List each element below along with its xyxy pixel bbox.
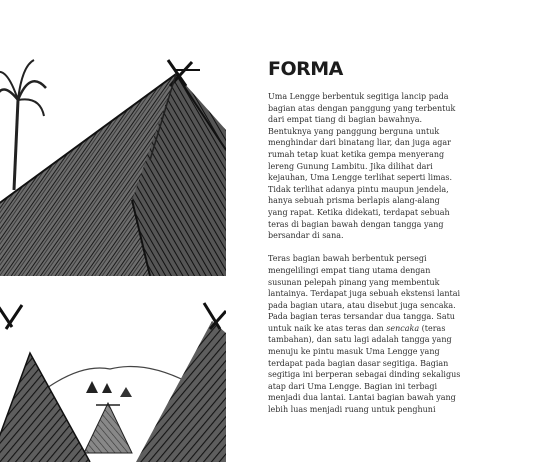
paragraph-2-part-2: (teras tambahan), dan satu lagi adalah tangga yang menuju ke pintu masuk Uma Lengge yang terdapat pada bagian dasar segitiga. Bagian segitiga ini berperan sebagai dinding sekaligus atap dari Uma Lengge. Bagian ini terbagi menjadi dua lantai. Lantai bagian bawah yang lebih luas menjadi ruang untuk penghuni: [268, 323, 461, 415]
article-text-column: [268, 58, 468, 462]
paragraph-2-italic-term: sencaka: [386, 323, 420, 333]
paragraph-1: Uma Lengge berbentuk segitiga lancip pada bagian atas dengan panggung yang terbentuk dari empat tiang di bagian bawahnya. Bentuknya yang panggung berguna untuk menghindar dari binatang liar, dan juga agar rumah tetap kuat ketika gempa menyerang lereng Gunung Lambitu. Jika dilihat dari kejauhan, Uma Lengge terlihat seperti limas. Tidak terlihat adanya pintu maupun jendela, hanya sebuah prisma berlapis alang-alang yang rapat. Ketika didekati, terdapat sebuah teras di bagian bawah dengan tangga yang bersandar di sana.: [268, 92, 456, 241]
page-title: FORMA: [268, 58, 343, 80]
left-roof: [0, 353, 90, 462]
distant-huts: [86, 381, 132, 397]
uma-lengge-village-sketch: [0, 293, 226, 462]
right-roof: [136, 321, 226, 462]
thatched-roof-illustration: [0, 40, 226, 276]
paragraph-2-part-1: Teras bagian bawah berbentuk persegi mengelilingi empat tiang utama dengan susunan pelepah pinang yang membentuk lantainya. Terdapat juga sebuah ekstensi lantai pada bagian utara, atau disebut juga sencaka. Pada bagian teras tersandar dua tangga. Satu untuk naik ke atas teras dan: [268, 254, 461, 333]
paragraph-2: [268, 253, 468, 415]
village-illustration: [0, 293, 226, 462]
palm-tree: [0, 60, 46, 190]
thatched-roof-sketch: [0, 40, 226, 276]
